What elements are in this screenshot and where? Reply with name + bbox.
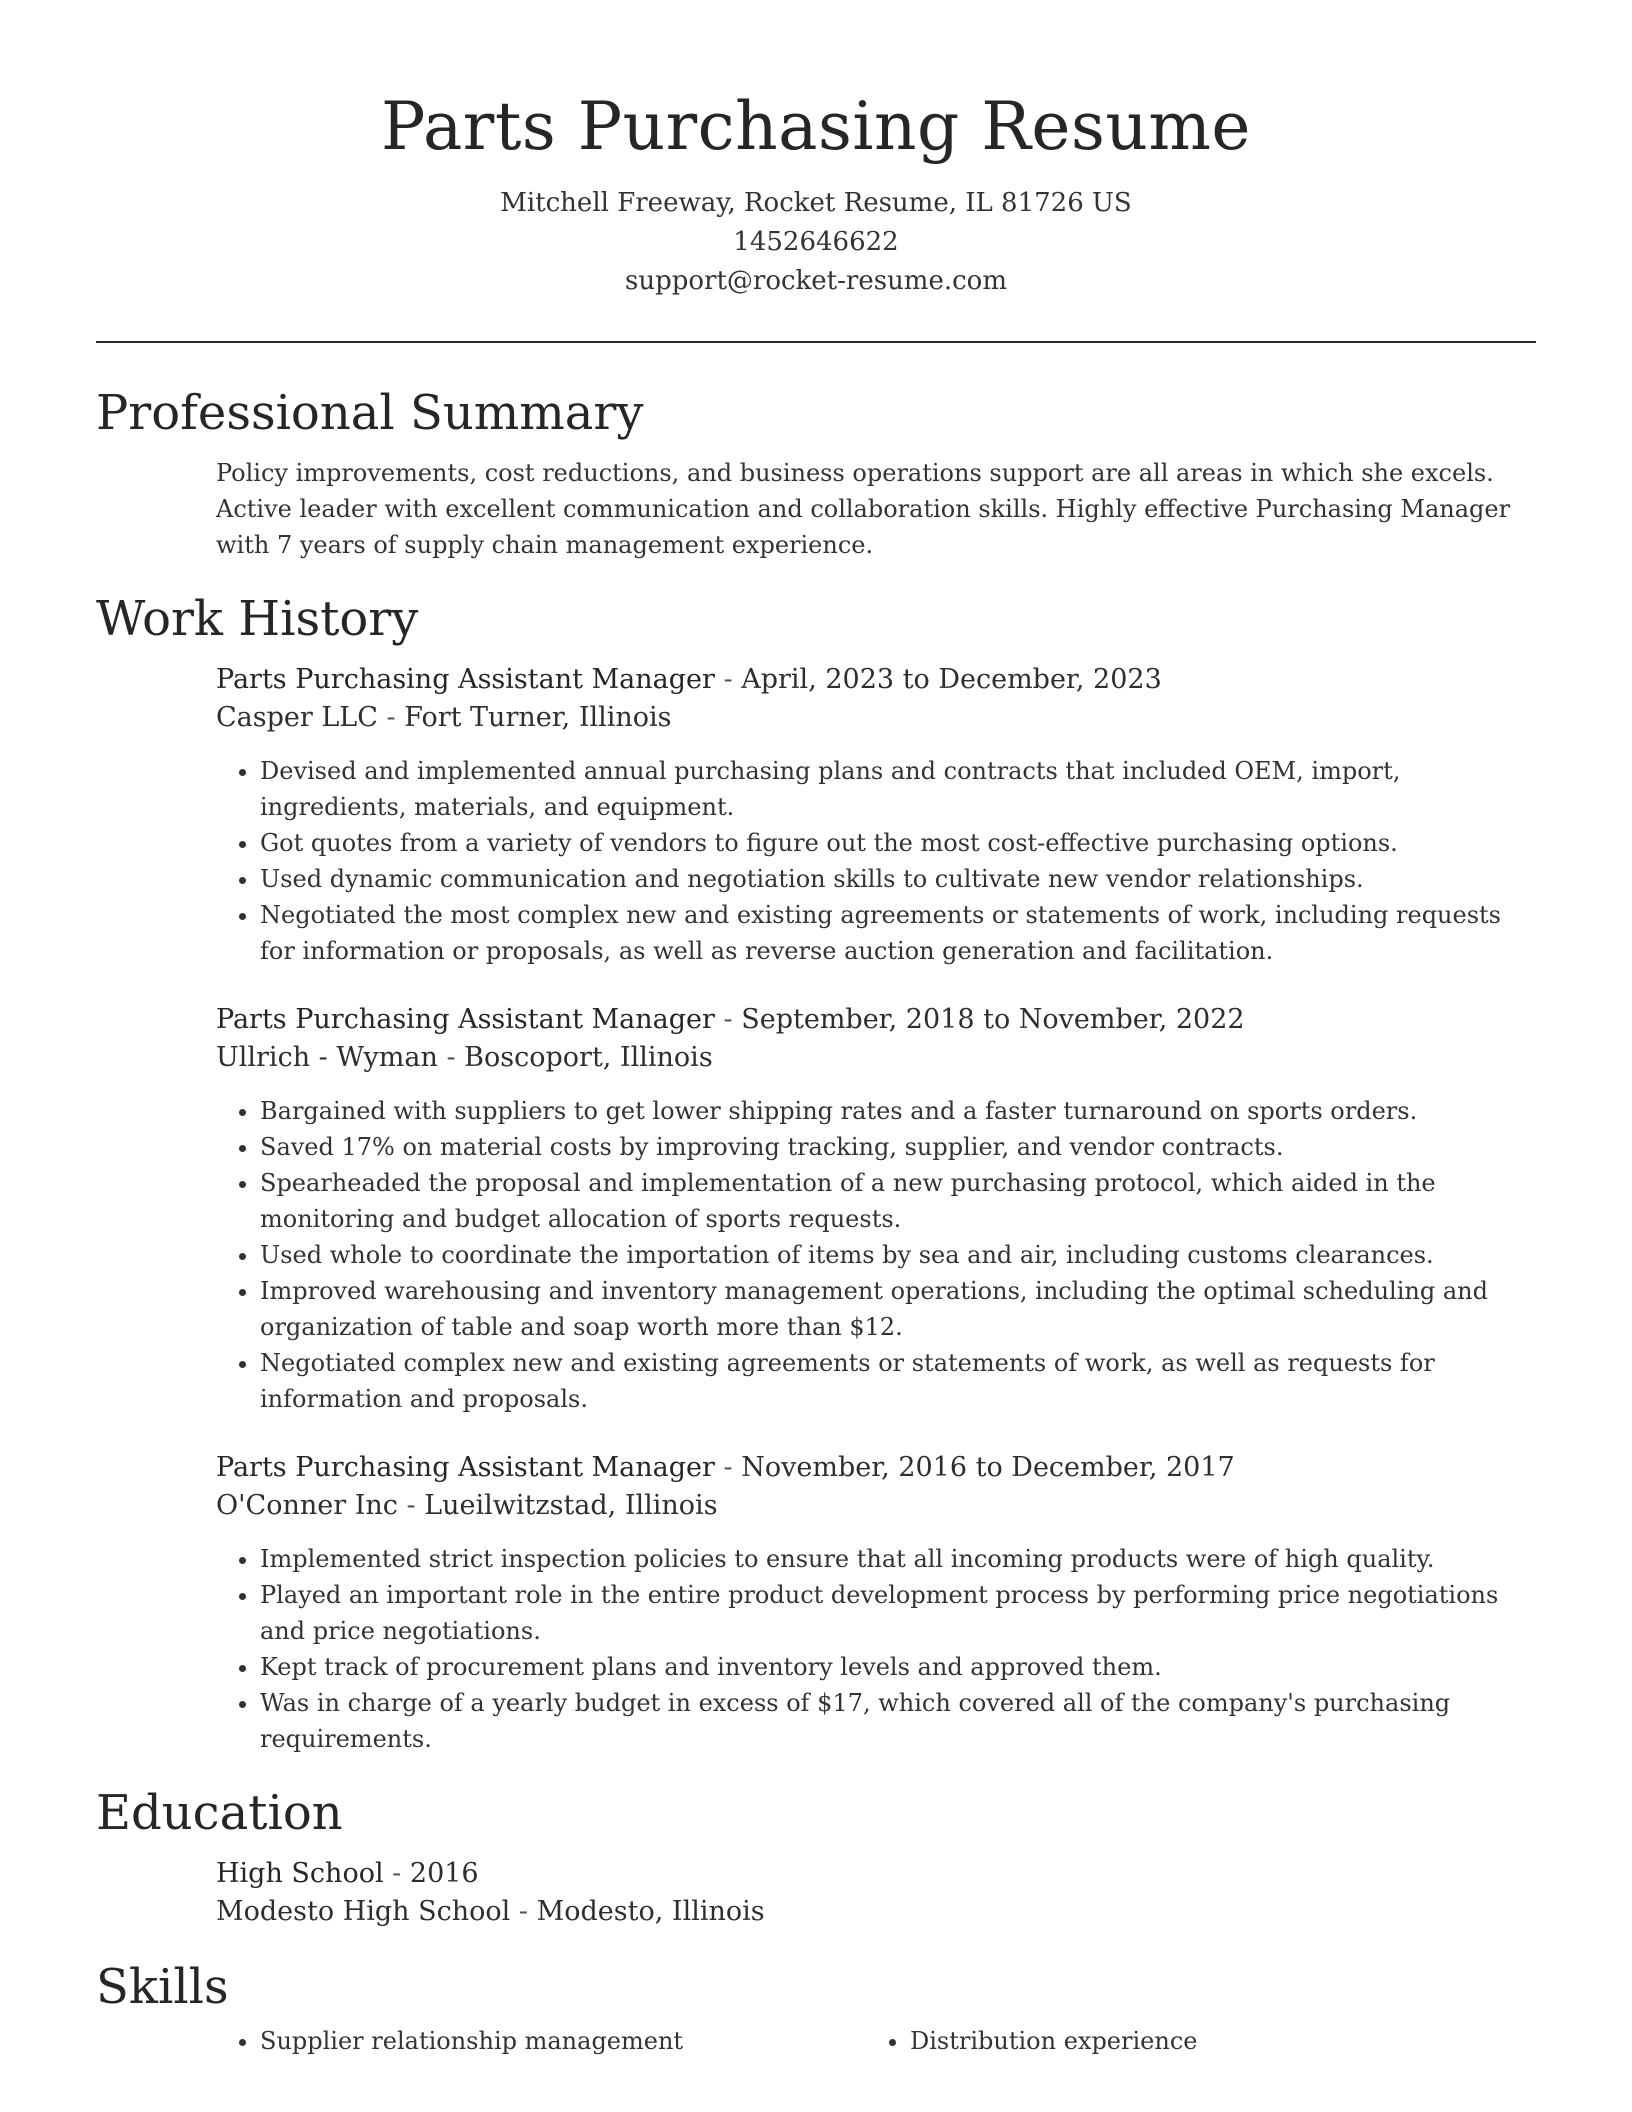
job-title: Parts Purchasing Assistant Manager <box>216 1004 715 1035</box>
job-bullet: • Bargained with suppliers to get lower shipping rates and a faster turnaround on sports orders. <box>260 1093 1536 1129</box>
job-company-separator: - <box>377 702 405 733</box>
contact-phone: 1452646622 <box>733 227 899 257</box>
job-title-line <box>216 1449 1536 1487</box>
education-year: 2016 <box>409 1858 479 1889</box>
job-location: Lueilwitzstad, Illinois <box>424 1490 718 1521</box>
job-company-line <box>216 699 1536 737</box>
job-company-separator: - <box>437 1042 465 1073</box>
education-heading: Education <box>96 1785 343 1841</box>
job-bullet: • Used whole to coordinate the importation of items by sea and air, including customs clearances. <box>260 1237 1536 1273</box>
skills-column-left <box>216 2017 866 2059</box>
education-location: Modesto, Illinois <box>536 1896 765 1927</box>
skills-heading: Skills <box>96 1959 229 2015</box>
job-bullet: • Negotiated complex new and existing agreements or statements of work, as well as requests for information and proposals. <box>260 1345 1536 1417</box>
skill-item: • Distribution experience <box>910 2023 1516 2059</box>
job-bullets <box>216 1541 1536 1757</box>
skills-section <box>96 1957 1536 2059</box>
job-bullet: • Implemented strict inspection policies to ensure that all incoming products were of high quality. <box>260 1541 1536 1577</box>
contact-address: Mitchell Freeway, Rocket Resume, IL 81726 US <box>500 188 1132 218</box>
job-title: Parts Purchasing Assistant Manager <box>216 664 715 695</box>
job-company-line <box>216 1487 1536 1525</box>
job-bullet: • Kept track of procurement plans and inventory levels and approved them. <box>260 1649 1536 1685</box>
summary-heading: Professional Summary <box>96 385 644 441</box>
job-bullet: • Saved 17% on material costs by improving tracking, supplier, and vendor contracts. <box>260 1129 1536 1165</box>
job-bullet: • Got quotes from a variety of vendors to figure out the most cost-effective purchasing options. <box>260 825 1536 861</box>
job-bullet: • Improved warehousing and inventory management operations, including the optimal scheduling and organization of table and soap worth more than $12. <box>260 1273 1536 1345</box>
job-bullets <box>216 753 1536 969</box>
skills-list-left <box>216 2023 866 2059</box>
education-section <box>96 1783 1536 1931</box>
job-bullet: • Spearheaded the proposal and implementation of a new purchasing protocol, which aided in the monitoring and budget allocation of sports requests. <box>260 1165 1536 1237</box>
skill-item: • Supplier relationship management <box>260 2023 866 2059</box>
job-company: O'Conner Inc <box>216 1490 398 1521</box>
education-school: Modesto High School <box>216 1896 511 1927</box>
job-bullets <box>216 1093 1536 1417</box>
work-history-heading: Work History <box>96 591 419 647</box>
skills-column-right <box>866 2017 1516 2059</box>
job-title-line <box>216 1001 1536 1039</box>
job-title-line <box>216 661 1536 699</box>
job-entry <box>216 1001 1536 1417</box>
education-degree: High School <box>216 1858 384 1889</box>
job-company: Casper LLC <box>216 702 378 733</box>
education-degree-line <box>216 1855 1536 1893</box>
job-bullet: • Devised and implemented annual purchasing plans and contracts that included OEM, import, ingredients, materials, and equipment. <box>260 753 1536 825</box>
job-bullet: • Used dynamic communication and negotiation skills to cultivate new vendor relationships. <box>260 861 1536 897</box>
job-dates: November, 2016 to December, 2017 <box>741 1452 1235 1483</box>
job-location: Fort Turner, Illinois <box>404 702 672 733</box>
job-company-line <box>216 1039 1536 1077</box>
header-divider <box>96 341 1536 343</box>
job-dates: April, 2023 to December, 2023 <box>741 664 1162 695</box>
job-location: Boscoport, Illinois <box>464 1042 713 1073</box>
contact-email: support@rocket-resume.com <box>624 266 1007 296</box>
job-entry <box>216 661 1536 969</box>
contact-block <box>96 184 1536 301</box>
job-title-separator: - <box>714 1004 742 1035</box>
job-title: Parts Purchasing Assistant Manager <box>216 1452 715 1483</box>
job-company: Ullrich - Wyman <box>216 1042 438 1073</box>
job-company-separator: - <box>397 1490 425 1521</box>
job-bullet: • Was in charge of a yearly budget in excess of $17, which covered all of the company's purchasing requirements. <box>260 1685 1536 1757</box>
summary-section <box>96 383 1536 563</box>
skills-grid <box>216 2017 1536 2059</box>
education-school-line <box>216 1893 1536 1931</box>
education-school-separator: - <box>510 1896 537 1927</box>
job-title-separator: - <box>714 1452 742 1483</box>
job-title-separator: - <box>714 664 742 695</box>
work-history-section <box>96 589 1536 1757</box>
summary-text: Policy improvements, cost reductions, and business operations support are all areas in which she excels. Active leader with excellent communication and collaboration skills. Highly effective Purchasing Manager with 7 years of supply chain management experience. <box>216 459 1511 559</box>
resume-title: Parts Purchasing Resume <box>381 88 1251 165</box>
education-degree-separator: - <box>383 1858 410 1889</box>
resume-header <box>96 0 1536 301</box>
education-entry <box>216 1855 1536 1931</box>
resume-page <box>96 0 1536 2059</box>
job-dates: September, 2018 to November, 2022 <box>741 1004 1245 1035</box>
job-bullet: • Negotiated the most complex new and existing agreements or statements of work, including requests for information or proposals, as well as reverse auction generation and facilitation. <box>260 897 1536 969</box>
job-entry <box>216 1449 1536 1757</box>
job-bullet: • Played an important role in the entire product development process by performing price negotiations and price negotiations. <box>260 1577 1536 1649</box>
skills-list-right <box>866 2023 1516 2059</box>
